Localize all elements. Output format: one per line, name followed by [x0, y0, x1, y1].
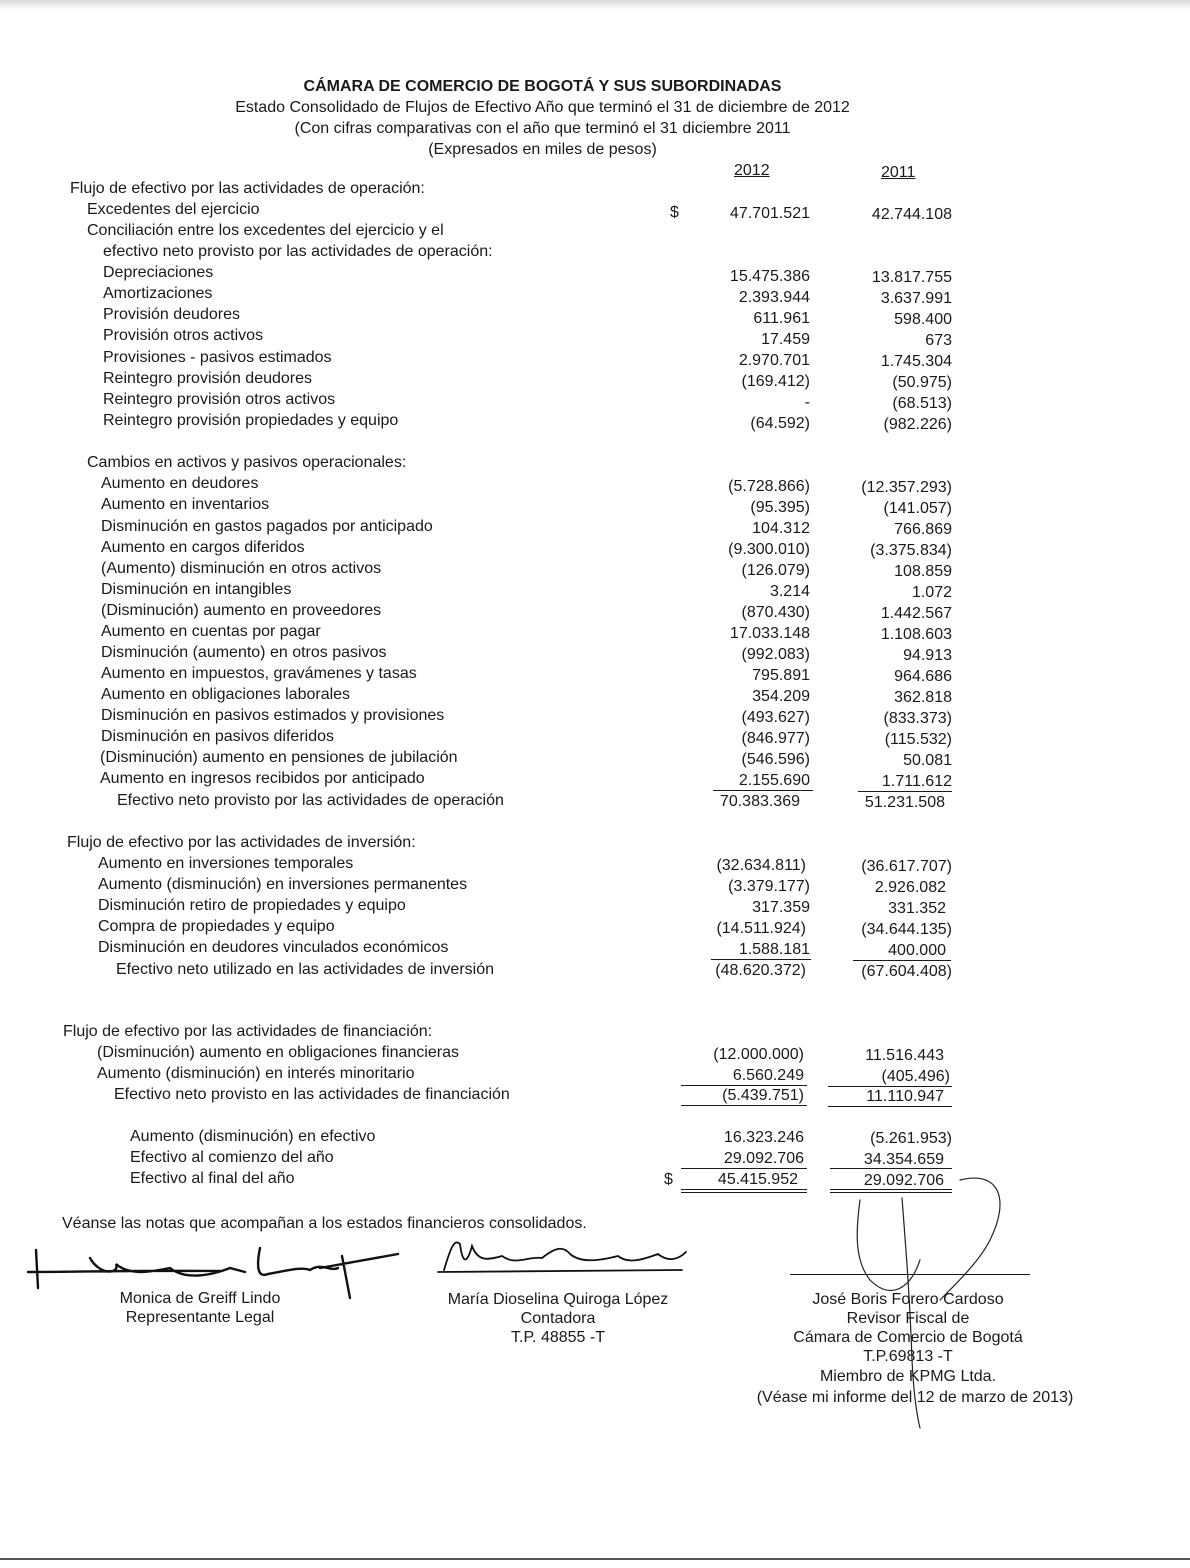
accountant-license: T.P. 48855 -T	[511, 1329, 605, 1346]
subtotal-rule	[681, 1168, 807, 1169]
operating-total-label: Efectivo neto provisto por las actividades de operación	[117, 792, 504, 809]
adjustment-label: Amortizaciones	[103, 285, 213, 302]
change-2012: (9.300.010)	[728, 541, 810, 558]
subtotal-rule	[858, 791, 952, 792]
adjustment-label: Reintegro provisión otros activos	[103, 391, 336, 408]
units-note: (Expresados en miles de pesos)	[428, 141, 657, 158]
change-label: Aumento en inventarios	[101, 496, 270, 513]
investing-2012: 1.588.181	[738, 941, 810, 958]
subtotal-rule	[711, 959, 811, 960]
adjustment-2012: 611.961	[753, 310, 810, 327]
change-label: Aumento en obligaciones laborales	[101, 686, 351, 703]
adjustment-label: Reintegro provisión deudores	[103, 370, 313, 387]
changes-heading: Cambios en activos y pasivos operacionales:	[87, 454, 407, 471]
summary-label: Aumento (disminución) en efectivo	[130, 1128, 376, 1145]
total-rule	[828, 1106, 952, 1107]
auditor-firm: Miembro de KPMG Ltda.	[819, 1368, 997, 1385]
change-2012: (546.596)	[741, 751, 810, 768]
adjustment-label: Provisión deudores	[103, 306, 240, 323]
surplus-2011: 42.744.108	[871, 206, 952, 223]
currency-symbol: $	[664, 1171, 673, 1188]
investing-total-2011: (67.604.408)	[861, 963, 952, 980]
investing-label: Disminución retiro de propiedades y equipo	[98, 897, 406, 914]
change-label: (Disminución) aumento en pensiones de jubilación	[100, 749, 458, 766]
financing-2011: (405.496)	[881, 1068, 950, 1085]
change-2011: (3.375.834)	[870, 542, 952, 559]
adjustment-label: Provisión otros activos	[103, 327, 264, 344]
total-rule	[681, 1105, 807, 1106]
total-rule	[681, 1192, 807, 1193]
subtotal-rule	[713, 790, 813, 791]
financing-label: Aumento (disminución) en interés minoritario	[97, 1065, 415, 1082]
scan-edge-top	[0, 0, 1190, 10]
change-2012: (5.728.866)	[728, 478, 810, 495]
adjustment-2011: (50.975)	[892, 374, 952, 391]
financing-total-2011: 11.110.947	[866, 1088, 944, 1105]
financing-heading: Flujo de efectivo por las actividades de financiación:	[63, 1023, 433, 1040]
change-2012: (870.430)	[741, 604, 810, 621]
subtotal-rule	[830, 1168, 952, 1169]
investing-label: Aumento en inversiones temporales	[98, 855, 354, 872]
change-2012: (493.627)	[741, 709, 810, 726]
investing-2011: (36.617.707)	[861, 858, 952, 875]
adjustment-2011: 598.400	[894, 311, 952, 328]
adjustment-2011: 13.817.755	[871, 269, 952, 286]
reconciliation-text: efectivo neto provisto por las actividades de operación:	[103, 243, 493, 260]
adjustment-label: Depreciaciones	[103, 264, 214, 281]
total-rule	[681, 1189, 807, 1190]
change-2011: (12.357.293)	[861, 479, 952, 496]
adjustment-2012: -	[804, 394, 810, 411]
summary-2012: 45.415.952	[717, 1171, 798, 1188]
adjustment-2011: (68.513)	[892, 395, 952, 412]
operating-total-2012: 70.383.369	[719, 793, 800, 810]
change-label: Aumento en ingresos recibidos por anticipado	[100, 770, 425, 787]
adjustment-2011: 3.637.991	[880, 290, 952, 307]
change-2011: 766.869	[894, 521, 952, 538]
change-2012: 2.155.690	[738, 772, 810, 789]
change-2011: (833.373)	[883, 710, 952, 727]
adjustment-2011: (982.226)	[883, 416, 952, 433]
change-label: Disminución en intangibles	[101, 581, 292, 598]
adjustment-2011: 1.745.304	[880, 353, 952, 370]
change-2012: (992.083)	[741, 646, 810, 663]
change-2011: 94.913	[903, 647, 952, 664]
notes-text: Véanse las notas que acompañan a los estados financieros consolidados.	[62, 1215, 587, 1232]
investing-total-label: Efectivo neto utilizado en las actividades de inversión	[116, 961, 494, 978]
signature-accountant	[432, 1230, 712, 1280]
investing-label: Disminución en deudores vinculados económicos	[98, 939, 449, 956]
adjustment-2012: 2.970.701	[738, 352, 810, 369]
summary-2011: 29.092.706	[863, 1172, 944, 1189]
change-label: Aumento en cargos diferidos	[101, 539, 305, 556]
auditor-report-reference: (Véase mi informe del 12 de marzo de 2013)	[756, 1389, 1074, 1406]
reconciliation-text: Conciliación entre los excedentes del ejercicio y el	[87, 222, 444, 239]
accountant-name: María Dioselina Quiroga López	[447, 1291, 669, 1308]
change-2011: (141.057)	[883, 500, 952, 517]
adjustment-label: Provisiones - pasivos estimados	[103, 349, 332, 366]
accountant-role: Contadora	[520, 1310, 596, 1327]
change-label: Aumento en cuentas por pagar	[101, 623, 321, 640]
surplus-2012: 47.701.521	[729, 205, 810, 222]
page-title: CÁMARA DE COMERCIO DE BOGOTÁ Y SUS SUBORDINADAS	[303, 78, 782, 95]
investing-2012: (32.634.811)	[716, 857, 806, 874]
change-2012: (126.079)	[741, 562, 810, 579]
change-2012: (846.977)	[741, 730, 810, 747]
scan-edge-bottom	[0, 1558, 1190, 1560]
adjustment-2012: 2.393.944	[738, 289, 810, 306]
summary-2011: 34.354.659	[863, 1151, 944, 1168]
operating-total-2011: 51.231.508	[864, 794, 945, 811]
auditor-name: José Boris Forero Cardoso	[812, 1291, 1004, 1308]
comparative-note: (Con cifras comparativas con el año que terminó el 31 diciembre 2011	[294, 120, 791, 137]
financing-2012: (12.000.000)	[713, 1046, 804, 1063]
column-header-2012: 2012	[734, 162, 770, 179]
page-subtitle: Estado Consolidado de Flujos de Efectivo Año que terminó el 31 de diciembre de 2012	[235, 99, 850, 116]
change-2011: 1.711.612	[882, 773, 952, 790]
investing-2011: 2.926.082	[874, 879, 946, 896]
financing-2012: 6.560.249	[732, 1067, 804, 1084]
adjustment-2011: 673	[925, 332, 952, 349]
investing-2012: (3.379.177)	[728, 878, 810, 895]
auditor-role: Revisor Fiscal de	[846, 1310, 970, 1327]
summary-label: Efectivo al comienzo del año	[130, 1149, 334, 1166]
adjustment-2012: 15.475.386	[729, 268, 810, 285]
change-2012: 3.214	[769, 583, 810, 600]
change-2011: (115.532)	[884, 731, 952, 748]
investing-total-2012: (48.620.372)	[715, 962, 806, 979]
operating-heading: Flujo de efectivo por las actividades de operación:	[70, 180, 425, 197]
change-label: Disminución (aumento) en otros pasivos	[101, 644, 387, 661]
summary-2011: (5.261.953)	[870, 1130, 952, 1147]
change-2011: 362.818	[894, 689, 952, 706]
change-label: Disminución en pasivos estimados y provisiones	[101, 707, 445, 724]
summary-label: Efectivo al final del año	[130, 1170, 295, 1187]
financing-total-label: Efectivo neto provisto en las actividades de financiación	[114, 1086, 510, 1103]
currency-symbol: $	[670, 204, 679, 221]
adjustment-2012: (64.592)	[750, 415, 810, 432]
summary-2012: 16.323.246	[723, 1129, 804, 1146]
change-2011: 1.072	[911, 584, 952, 601]
investing-2011: 331.352	[888, 900, 946, 917]
column-header-2011: 2011	[881, 164, 916, 181]
change-2012: 795.891	[752, 667, 810, 684]
investing-2011: 400.000	[888, 942, 946, 959]
auditor-license: T.P.69813 -T	[863, 1348, 953, 1365]
adjustment-2012: 17.459	[761, 331, 810, 348]
surplus-label: Excedentes del ejercicio	[87, 201, 260, 218]
investing-label: Aumento (disminución) en inversiones permanentes	[98, 876, 468, 893]
subtotal-rule	[853, 960, 951, 961]
adjustment-2012: (169.412)	[741, 373, 810, 390]
change-label: (Disminución) aumento en proveedores	[101, 602, 382, 619]
change-label: (Aumento) disminución en otros activos	[101, 560, 382, 577]
change-2011: 108.859	[894, 563, 952, 580]
investing-2011: (34.644.135)	[861, 921, 952, 938]
change-2011: 1.442.567	[880, 605, 952, 622]
change-2011: 964.686	[894, 668, 952, 685]
change-label: Disminución en gastos pagados por anticipado	[101, 518, 433, 535]
change-2012: 354.209	[752, 688, 810, 705]
change-label: Aumento en impuestos, gravámenes y tasas	[101, 665, 417, 682]
financing-2011: 11.516.443	[865, 1047, 944, 1064]
summary-2012: 29.092.706	[723, 1150, 804, 1167]
financing-label: (Disminución) aumento en obligaciones financieras	[97, 1044, 459, 1061]
investing-heading: Flujo de efectivo por las actividades de inversión:	[67, 834, 416, 851]
change-2012: 104.312	[752, 520, 810, 537]
change-2011: 1.108.603	[880, 626, 952, 643]
change-2011: 50.081	[903, 752, 952, 769]
investing-2012: 317.359	[752, 899, 810, 916]
change-2012: 17.033.148	[729, 625, 810, 642]
financing-total-2012: (5.439.751)	[722, 1087, 804, 1104]
auditor-entity: Cámara de Comercio de Bogotá	[793, 1329, 1023, 1346]
change-label: Disminución en pasivos diferidos	[101, 728, 334, 745]
legal-representative-name: Monica de Greiff Lindo	[119, 1290, 281, 1307]
adjustment-label: Reintegro provisión propiedades y equipo	[103, 412, 399, 429]
investing-label: Compra de propiedades y equipo	[98, 918, 335, 935]
legal-representative-role: Representante Legal	[125, 1309, 275, 1326]
change-label: Aumento en deudores	[101, 475, 259, 492]
change-2012: (95.395)	[750, 499, 810, 516]
investing-2012: (14.511.924)	[716, 920, 806, 937]
